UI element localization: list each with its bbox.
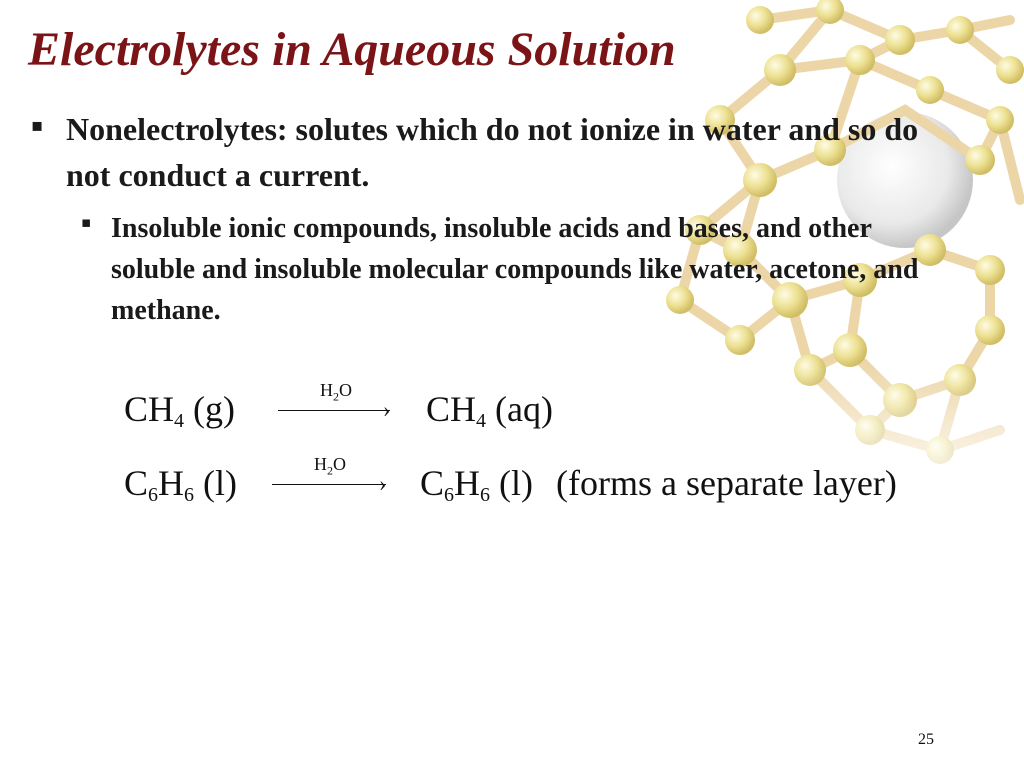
product-state: (l): [499, 463, 533, 503]
reactant-state: (l): [203, 463, 237, 503]
product-element: CH: [426, 389, 477, 429]
arrow-head-icon: ›: [379, 471, 387, 496]
equation-1-reactant: [124, 388, 235, 433]
bullet-square-icon: ▪: [31, 115, 44, 136]
equation-2-product: [420, 462, 897, 507]
equation-note: (forms a separate layer): [556, 463, 897, 503]
arrow-head-icon: ›: [383, 397, 391, 422]
reactant-element: CH: [124, 389, 175, 429]
sub-bullet-examples: Insoluble ionic compounds, insoluble acids and bases, and other soluble and insoluble molecular compounds like water, acetone, and methane.: [111, 213, 919, 326]
reactant-state: (g): [193, 389, 235, 429]
reactant-subscript-2: 6: [184, 484, 195, 506]
reactant-element-2: H: [158, 463, 185, 503]
bullet-nonelectrolytes: Nonelectrolytes: solutes which do not ionize in water and so do not conduct a current.: [66, 111, 919, 193]
product-subscript: 4: [476, 410, 487, 432]
product-element: C: [420, 463, 445, 503]
arrow-line: [272, 484, 386, 485]
arrow-line: [278, 410, 390, 411]
page-number: 25: [918, 731, 934, 748]
reactant-element: C: [124, 463, 149, 503]
product-subscript: 6: [444, 484, 455, 506]
arrow-condition: $H_2O$: [320, 380, 352, 404]
slide-title: Electrolytes in Aqueous Solution: [28, 23, 676, 76]
reactant-subscript: 6: [148, 484, 159, 506]
product-element-2: H: [454, 463, 481, 503]
reactant-subscript: 4: [174, 410, 185, 432]
equation-2-reactant: [124, 462, 237, 507]
equation-1-arrow: [278, 380, 403, 420]
product-state: (aq): [495, 389, 553, 429]
bullet-square-icon: ▪: [81, 213, 92, 231]
product-subscript-2: 6: [480, 484, 491, 506]
equation-2-arrow: [272, 454, 400, 494]
equation-1-product: [426, 388, 553, 433]
arrow-condition: $H_2O$: [314, 454, 346, 478]
